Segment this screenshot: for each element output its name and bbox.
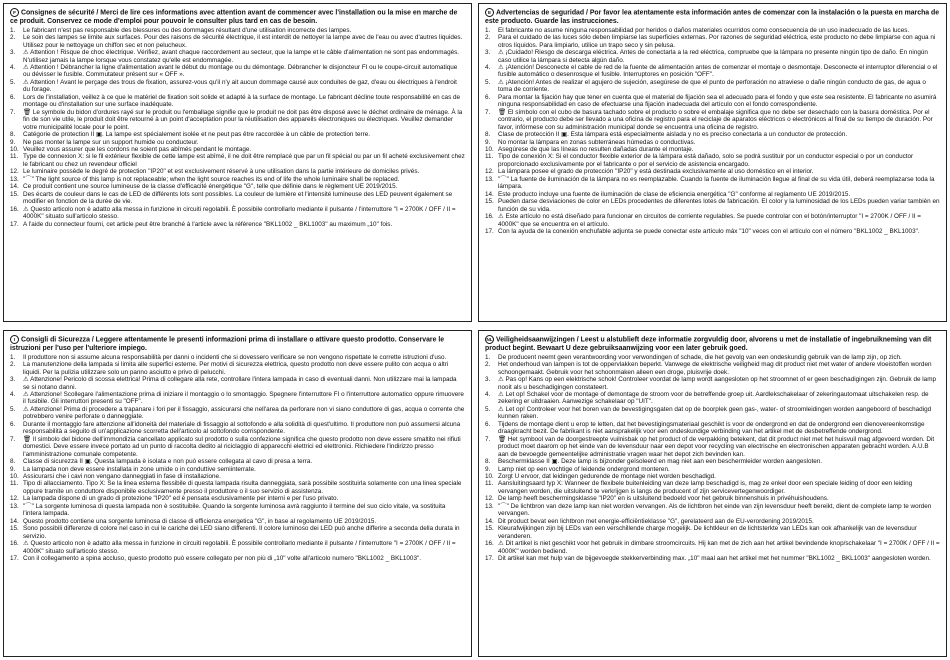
instruction-item: [10, 27, 465, 34]
item-text: ⚠ Attention ! Risque de choc électrique. Vérifiez, avant chaque raccordement au secteur, que la lampe et le câble d'alimentation ne sont pas endommagés. N'utilisez jamais la lampe lorsque vous constatez qu'elle est endommagée.: [23, 49, 460, 64]
instruction-item: [10, 168, 465, 175]
item-text: Este producto incluye una fuente de iluminación de clase de eficiencia energética "G" conforme al reglamento UE 2019/2015.: [498, 190, 851, 198]
instruction-item: [10, 473, 465, 480]
item-number: 13.: [10, 175, 19, 183]
item-text: Clase de protección II ▣. Esta lámpara está especialmente aislada y no es preciso conectarla a un conductor de protección.: [498, 131, 848, 139]
instruction-item: [10, 176, 465, 183]
item-number: 11.: [485, 480, 494, 488]
item-number: 14.: [485, 190, 494, 198]
item-text: Sono possibili differenze di colore nel caso in cui le cariche dei LED siano differenti. Il colore luminoso dei LED può anche differire a seconda della durata in servizio.: [23, 525, 460, 540]
instruction-item: [10, 555, 465, 562]
item-text: "⌒" The light source of this lamp is not replaceable; when the light source reaches its end of life the whole luminaire shall be replaced.: [23, 175, 400, 183]
item-number: 12.: [485, 495, 494, 503]
instruction-item: [10, 518, 465, 525]
instruction-item: [485, 466, 940, 473]
instruction-item: [485, 518, 940, 525]
item-text: 🗑 Le symbole du bidon d'ordures rayé sur le produit ou l'emballage signifie que le produit ne doit pas être disposé avec le déchet ordinaire de ménage. À la fin de son vie utile, le produit doit être retourné à un point d'acceptation pour la réutilisation des appareils électroniques ou électriques. Veuillez demander votre municipalité locale pour le point.: [23, 108, 463, 131]
item-text: No montar la lámpara en zonas subterráneas húmedas o conductivas.: [498, 138, 696, 146]
instruction-item: [485, 354, 940, 361]
language-badge-icon: E: [485, 8, 494, 17]
instruction-item: [485, 131, 940, 138]
item-number: 14.: [485, 517, 494, 525]
instruction-item: [10, 221, 465, 228]
safety-panel-french: [3, 3, 472, 322]
instruction-item: [10, 191, 465, 206]
instruction-item: [10, 421, 465, 436]
item-number: 9.: [485, 138, 491, 146]
item-number: 13.: [485, 502, 494, 510]
instruction-item: [10, 503, 465, 518]
item-text: ⚠ ¡Atención! Antes de realizar el agujero de sujeción, asegúrese de que el punto de perforación no atraviese o dañe ningún conducto de gas, de agua o toma de corriente.: [498, 78, 926, 94]
instruction-item: [485, 391, 940, 406]
instruction-item: [485, 406, 940, 421]
item-number: 8.: [10, 131, 16, 139]
instruction-item: [485, 168, 940, 175]
item-number: 17.: [485, 554, 494, 562]
item-text: ⚠ Pas op! Kans op een elektrische schok! Controleer voordat de lamp wordt aangesloten op het stroomnet of er geen beschadigingen zijn. Gebruik de lamp nooit als u beschadigingen constateert.: [498, 376, 937, 391]
item-text: ⚠ Attenzione! Scollegare l'alimentazione prima di iniziare il montaggio o lo smontaggio. Spegnere l'interruttore FI o l'interruttore automatico oppure rimuovere il fusibile. Gli interruttori presenti su "OFF".: [23, 391, 464, 406]
instruction-item: [10, 49, 465, 64]
instruction-item: [485, 495, 940, 502]
item-number: 12.: [485, 168, 494, 176]
instruction-item: [10, 361, 465, 376]
instruction-item: [10, 391, 465, 406]
instruction-item: [485, 436, 940, 458]
instruction-list: [485, 354, 940, 563]
item-number: 16.: [10, 205, 19, 213]
item-number: 6.: [10, 93, 16, 101]
panel-heading-text: Advertencias de seguridad / Por favor lea atentamente esta información antes de comenzar con la instalación o la puesta en marcha de este producto. Guarde las instrucciones.: [485, 9, 940, 25]
instruction-item: [485, 376, 940, 391]
instruction-item: [10, 139, 465, 146]
item-text: De producent neemt geen verantwoording voor verwondingen of schade, die het gevolg van een ondeskundig gebruik van de lamp zijn, op zich.: [498, 353, 902, 361]
item-text: Catégorie de protection II ▣. La lampe est spécialement isolée et ne peut pas être raccordée à un câble de protection terre.: [23, 131, 370, 139]
panel-heading-text: Consigli di Sicurezza / Leggere attentamente le presenti informazioni prima di installare o attivare questo prodotto. Conservare le istruzioni per l'uso per l'ulteriore impiego.: [10, 336, 445, 352]
item-number: 4.: [10, 391, 16, 398]
item-text: Para el cuidado de las luces sólo deben limpiarse las superficies externas. Por razones de seguridad eléctrica, este producto no debe limpiarse con agua ni otros líquidos. Para limpiarlo, utilice un trapo seco y sin pelusa.: [498, 34, 936, 49]
instruction-item: [485, 153, 940, 168]
instruction-item: [10, 206, 465, 221]
item-text: Le soin des lampes se limite aux surfaces. Pour des raisons de sécurité électrique, il est interdit de nettoyer la lampe avec de l'eau ou avec d'autres liquides. Utilisez pour le nettoyage un chiffon sec et non pelucheux.: [23, 34, 463, 49]
instruction-item: [10, 458, 465, 465]
item-number: 15.: [10, 190, 19, 198]
item-text: De lamp heeft beschermingsklasse "IP20" en is uitsluitend bedoeld voor het gebruik binnenshuis in privéhuishoudens.: [498, 495, 829, 503]
item-number: 12.: [10, 495, 19, 503]
instruction-item: [10, 525, 465, 540]
item-number: 7.: [10, 435, 16, 443]
item-text: Pueden darse desviaciones de color en LEDs procedentes de diferentes lotes de fabricación. El color y la luminosidad de los LEDs pueden variar también en función de su vida.: [498, 198, 940, 213]
instruction-item: [485, 49, 940, 64]
item-text: ⚠ ¡Atención! Desconecte el cable de red de la fuente de alimentación antes de comenzar el montaje o desmontaje. Desconecte el interruptor diferencial o el fusible automático o desenrosque el fusible. Interruptores en posición "OFF".: [498, 64, 938, 79]
instruction-item: [485, 213, 940, 228]
item-text: ⚠ Attention ! Débrancher la ligne d'alimentation avant le début du montage ou du démontage. Débrancher le disjoncteur FI ou le coupe-circuit automatique ou dévisser le fusible. Commutateur présent sur « OFF ».: [23, 64, 458, 79]
item-number: 14.: [10, 183, 19, 191]
item-text: Con il collegamento a spina accluso, questo prodotto può essere collegato per non più di „10" volte all'articolo numero "BKL1002 _ BKL1003".: [23, 554, 422, 562]
instruction-item: [485, 27, 940, 34]
instruction-item: [485, 473, 940, 480]
instruction-item: [485, 191, 940, 198]
item-number: 15.: [485, 198, 494, 206]
language-badge-icon: NL: [486, 337, 493, 342]
item-text: Assicurarsi che i cavi non vengano danneggiati in fase di installazione.: [23, 472, 221, 480]
item-text: Tijdens de montage dient u erop te letten, dat het bevestigingsmateriaal geschikt is voor de ondergrond en dat de ondergrond een dienovereenkomstige draagkracht bezit. De fabrikant is niet aansprakelijk voor een ondeskundige verbinding van het artikel met de desbetreffende ondergrond.: [498, 420, 925, 436]
item-text: Asegúrese de que las líneas no resulten dañadas durante el montaje.: [498, 145, 694, 153]
item-number: 8.: [10, 458, 16, 466]
panel-heading: [10, 8, 465, 26]
item-number: 2.: [10, 361, 16, 369]
language-badge-icon: F: [10, 8, 19, 17]
item-number: 12.: [10, 168, 19, 176]
item-text: Il produttore non si assume alcuna responsabilità per danni o incidenti che si dovessero verificare se non vengono rispettate le corrette istruzioni d'uso.: [23, 353, 447, 361]
item-text: Le luminaire possède le degré de protection "IP20" et est exclusivement réservé à une utilisation dans la partie intérieure de domiciles privés.: [23, 168, 420, 176]
item-text: Ne pas monter la lampe sur un support humide ou conducteur.: [23, 138, 199, 146]
item-text: A l'aide du connecteur fourni, cet article peut être branché à l'article avec la référence "BKL1002 _ BKL1003" au maximum „10" fois.: [23, 220, 393, 228]
item-text: Lors de l'installation, veillez à ce que le matériel de fixation soit solide et adapté à la surface de montage. Le fabricant décline toute responsabilité en cas de montage ou d'installation sur une surface inadéquate.: [23, 93, 461, 109]
instruction-item: [485, 458, 940, 465]
panel-heading: [485, 8, 940, 26]
item-text: Con la ayuda de la conexión enchufable adjunta se puede conectar este artículo máx "10" veces con el artículo con el número "BKL1002 _ BKL1003".: [498, 227, 920, 235]
item-number: 9.: [10, 465, 16, 473]
instruction-item: [485, 34, 940, 49]
item-number: 16.: [485, 540, 494, 548]
instruction-item: [485, 503, 940, 518]
item-text: El fabricante no asume ninguna responsabilidad por heridos o daños materiales ocurridos como consecuencia de un uso inadecuado de las luces.: [498, 26, 910, 34]
safety-panel-italian: [3, 330, 472, 657]
instruction-item: [485, 176, 940, 191]
item-number: 1.: [10, 353, 16, 361]
item-number: 5.: [485, 78, 491, 86]
instruction-item: [485, 146, 940, 153]
item-number: 5.: [10, 78, 16, 86]
item-number: 11.: [485, 153, 494, 161]
item-text: ⚠ ¡Cuidado! Riesgo de descarga eléctrica. Antes de conectarla a la red eléctrica, compruebe que la lámpara no presente ningún tipo de daño. En ningún caso utilice la lámpara si detecta algún daño.: [498, 49, 928, 64]
item-text: Dit artikel kan met hulp van de bijgevoegde stekkerverbinding max. „10" maal aan het artikel met het nummer "BKL1002 _ BKL1003" aangesloten worden.: [498, 554, 931, 562]
instruction-item: [10, 183, 465, 190]
item-number: 10.: [10, 472, 19, 480]
instruction-item: [485, 94, 940, 109]
panel-heading-text: Veiligheidsaanwijzingen / Leest u alstublieft deze informatie zorgvuldig door, alvorens u met de installatie of ingebruikneming van dit product begint. Bewaart U deze gebruiksaanwijzing voor een later gebruik goed.: [485, 336, 932, 352]
instruction-item: [485, 361, 940, 376]
item-text: "⌒" De lichtbron van deze lamp kan niet worden vervangen. Als de lichtbron het einde van zijn levensduur heeft bereikt, dient de complete lamp te worden vervangen.: [498, 502, 932, 518]
instruction-item: [10, 466, 465, 473]
item-text: ⚠ Dit artikel is niet geschikt voor het gebruik in dimbare stroomcircuits. Hij kan met de zich aan het artikel bevindende knop/schakelaar "I = 2700K / OFF / II = 4000K" worden bediend.: [498, 540, 940, 555]
instruction-item: [10, 495, 465, 502]
instruction-item: [10, 406, 465, 421]
item-number: 16.: [10, 540, 19, 548]
item-number: 2.: [10, 34, 16, 42]
instruction-item: [10, 376, 465, 391]
item-number: 9.: [10, 138, 16, 146]
item-text: Ce produit contient une source lumineuse de la classe d'efficacité énergétique "G", telle que définie dans le règlement UE 2019/2015.: [23, 183, 398, 191]
item-number: 9.: [485, 465, 491, 473]
item-text: 🗑 Het symbool van de doorgestreepte vuilnisbak op het product of de verpakking betekent, dat dit product niet met het huisvuil mag afgevoerd worden. Dit product moet daarom op het einde van de levensduur naar een depot voor recycling van electrische en electronischen apparaten gebracht worden. A.U.B aan de bevoegde gemeentelijke administratie vragen waar het depot zich bevinden kan.: [498, 435, 935, 458]
instruction-item: [485, 109, 940, 131]
instruction-item: [10, 146, 465, 153]
item-text: Durante il montaggio fare attenzione all'idoneità del materiale di fissaggio al sottofondo e alla solidità di quest'ultimo. Il produttore non può assumersi alcuna responsabilità a seguito di un'applicazione scorretta dell'articolo al sottofondo corrispondente.: [23, 420, 461, 436]
language-badge-icon: I: [10, 335, 19, 344]
item-number: 6.: [485, 420, 491, 428]
panel-heading-text: Consignes de sécurité / Merci de lire ces informations avec attention avant de commencer avec l'installation ou la mise en marche de ce produit. Conservez ce mode d'emploi pour pouvoir le consulter plus tard en cas de besoin.: [10, 9, 458, 25]
item-text: Classe di sicurezza II ▣. Questa lampada è isolata e non può essere collegata al cavo di presa a terra.: [23, 458, 313, 466]
item-text: Beschermklasse II ▣. Deze lamp is bijzonder geïsoleerd en mag niet aan een beschermleider worden aangesloten.: [498, 458, 823, 466]
instruction-list: [10, 354, 465, 563]
item-number: 1.: [10, 26, 16, 34]
item-text: ⚠ Let op! Schakel voor de montage of demontage de stroom voor de betreffende groep uit. Aardlekschakelaar of zekeringautomaat uitschakelen resp. de zekering er uitdraaien. Aanwezige schakelaar op "UIT".: [498, 391, 929, 406]
safety-panel-spanish: [478, 3, 947, 322]
item-number: 11.: [10, 480, 19, 488]
item-text: ⚠ Let op! Controleer voor het boren van de bevestigingsgaten dat op de boorplek geen gas-, water- of stroomleidingen worden aangeboord of beschadigd kunnen raken.: [498, 405, 932, 421]
item-text: Lamp niet op een vochtige of leidende ondergrond monteren.: [498, 465, 670, 473]
item-text: Tipo di allacciamento. Tipo X: Se la linea esterna flessibile di questa lampada risulta danneggiata, sarà possibile sostituirla solamente con una linea speciale oppure tramite un conduttore disponibile esclusivamente presso il produttore o il suo servizio di assistenza.: [23, 480, 462, 495]
item-number: 11.: [10, 153, 19, 161]
item-number: 10.: [10, 145, 19, 153]
item-text: La manutenzione della lampada si limita alle superfici esterne. Per motivi di sicurezza elettrica, questo prodotto non deve essere pulito con acqua o altri liquidi. Per la pulizia utilizzare solo un panno asciutto e privo di pelucchi.: [23, 361, 449, 376]
item-text: Veuillez vous assurer que les cordons ne soient pas abîmés pendant le montage.: [23, 145, 252, 153]
item-text: Des écarts de couleur dans le cas de LED de différents lots sont possibles. La couleur de lumière et l'intensité lumineuse des LED peuvent également se modifier en fonction de la durée de vie.: [23, 190, 453, 206]
instruction-item: [10, 34, 465, 49]
item-number: 1.: [485, 26, 491, 34]
item-text: "⌒" La sorgente luminosa di questa lampada non è sostituibile. Quando la sorgente luminosa avrà raggiunto il termine del suo ciclo vitale, va sostituita l'intera lampada.: [23, 502, 446, 518]
item-number: 3.: [485, 376, 491, 384]
item-number: 7.: [485, 108, 491, 116]
instruction-item: [485, 480, 940, 495]
item-text: 🗑 Il simbolo del bidone dell'immondizia cancellato applicato sul prodotto o sulla confezione significa che questo prodotto non deve essere smaltito nei rifiuti domestici. Deve essere invece portato ad un punto di raccolta dedito al riciclaggio di apparecchi elettrici ed elettronici. Richiedere l'indirizzo presso l'amministrazione comunale competente.: [23, 435, 461, 458]
item-text: La lampada non deve essere installata in zone umide o in conduttive semiinterrate.: [23, 465, 256, 473]
item-number: 14.: [10, 517, 19, 525]
item-number: 3.: [485, 49, 491, 57]
item-number: 13.: [10, 502, 19, 510]
instruction-item: [10, 153, 465, 168]
item-text: 🗑 El símbolo con el cubo de basura tachado sobre el producto o sobre el embalaje significa que no debe ser desechado con la basura doméstica. Por el contrario, el producto debe ser llevado a una oficina de registro para el reciclaje de aparatos eléctricos o electrónicos al final de su tiempo de duración. Por favor, infórmese con su administración municipal donde se encuentra una oficina de registro.: [498, 108, 933, 131]
panel-heading: [10, 335, 465, 353]
panel-heading: [485, 335, 940, 353]
instruction-item: [485, 228, 940, 235]
item-number: 13.: [485, 175, 494, 183]
item-number: 4.: [10, 64, 16, 71]
item-text: Het onderhoud van lampen is tot de oppervlakken beperkt. Vanwege de elektrische veiligheid mag dit product niet met water of andere vloeistoffen worden schoongemaakt. Gebruik voor het schoonmaken alleen een droge, pluisvrije doek.: [498, 361, 932, 376]
item-number: 17.: [10, 220, 19, 228]
item-number: 3.: [10, 49, 16, 57]
item-number: 5.: [10, 405, 16, 413]
item-number: 8.: [485, 131, 491, 139]
item-text: ⚠ Attention ! Avant le perçage des trous de fixation, assurez-vous qu'il n'y ait aucun dommage causé aux conduites de gaz, d'eau ou électriques à l'endroit du forage.: [23, 78, 457, 94]
item-text: Aansluitingsaard typ X: Wanneer de flexibele buitenleiding van deze lamp beschadigd is, mag ze enkel door een speciale leiding of door een leiding vervangen worden, die uitsluitend te verkrijgen is langs de producent of zijn servicevertegenwoordiger.: [498, 480, 913, 495]
instruction-item: [10, 64, 465, 79]
instruction-item: [10, 94, 465, 109]
item-number: 2.: [485, 34, 491, 42]
instruction-item: [485, 139, 940, 146]
item-text: Dit product bevat een lichtbron met energie-efficiëntieklasse "G", gerelateerd aan de EU-verordening 2019/2015.: [498, 517, 814, 525]
instruction-item: [10, 436, 465, 458]
item-number: 4.: [485, 64, 491, 71]
instruction-item: [10, 109, 465, 131]
item-text: Zorgt U ervoor, dat leidingen gedurende de montage niet worden beschadigd.: [498, 472, 716, 480]
instruction-item: [485, 64, 940, 79]
item-number: 6.: [10, 420, 16, 428]
item-number: 17.: [10, 554, 19, 562]
item-text: Le fabricant n'est pas responsable des blessures ou des dommages résultant d'une utilisation incorrecte des lampes.: [23, 26, 352, 34]
item-text: ⚠ Attenzione! Pericolo di scossa elettrica! Prima di collegare alla rete, controllare l'intera lampada in caso di eventuali danni. Non utilizzare mai la lampada se si notano danni.: [23, 376, 457, 391]
item-number: 5.: [485, 405, 491, 413]
instruction-item: [485, 421, 940, 436]
item-text: Tipo de conexión X: Si el conductor flexible exterior de la lámpara está dañado, solo se podrá sustituir por un conductor especial o por un conductor proporcionado exclusivamente por el fabricante o por el servicio de asistencia encargado.: [498, 153, 914, 168]
item-number: 8.: [485, 458, 491, 466]
item-text: ⚠ Questo articolo non è adatto alla messa in funzione in circuiti regolabili. È possibile controllarlo mediante il pulsante / l'interruttore "I = 2700K / OFF / II = 4000K" situato sull'articolo stesso.: [23, 540, 456, 555]
instruction-item: [485, 198, 940, 213]
item-number: 7.: [10, 108, 16, 116]
item-text: ⚠ Questo articolo non è adatto alla messa in funzione in circuiti regolabili. È possibile controllarlo mediante il pulsante / l'interruttore "I = 2700K / OFF / II = 4000K" situato sull'articolo stesso.: [23, 205, 456, 221]
instruction-item: [485, 79, 940, 94]
instruction-item: [10, 131, 465, 138]
item-number: 16.: [485, 213, 494, 221]
item-number: 6.: [485, 93, 491, 101]
instruction-item: [485, 525, 940, 540]
instruction-list: [485, 27, 940, 236]
item-text: ⚠ Attenzione! Prima di procedere a trapanare i fori per il fissaggio, assicurarsi che nell'area da perforare non vi siano conduttore di gas, acqua o corrente che potrebbero venire perforate o danneggiate.: [23, 405, 465, 421]
item-text: ⚠ Este artículo no está diseñado para funcionar en circuitos de corriente regulables. Se puede controlar con el botón/interruptor "I = 2700K / OFF / II = 4000K" que se encuentra en el artículo.: [498, 213, 921, 228]
item-text: Para montar la fijación hay que tener en cuenta que el material de fijación sea el adecuado para el fondo y que este sea resistente. El fabricante no asumirá ninguna responsabilidad en caso de efectuarse una fijación inadecuada del artículo con el fondo correspondiente.: [498, 93, 937, 109]
instruction-item: [10, 480, 465, 495]
item-text: La lámpara posee el grado de protección "IP20" y está destinada exclusivamente al uso doméstico en el interior.: [498, 168, 814, 176]
instruction-item: [485, 555, 940, 562]
item-number: 10.: [485, 145, 494, 153]
item-number: 17.: [485, 227, 494, 235]
instruction-item: [10, 79, 465, 94]
item-text: Type de connexion X: si le fil extérieur flexible de cette lampe est abîmé, il ne doit être remplacé que par un fil spécial ou par un fil acheté exclusivement chez le fabricant ou chez un revendeur officiel: [23, 153, 465, 168]
item-number: 7.: [485, 435, 491, 443]
item-text: Questo prodotto contiene una sorgente luminosa di classe di efficienza energetica "G", in base al regolamento UE 2019/2015.: [23, 517, 377, 525]
item-number: 1.: [485, 353, 491, 361]
instruction-list: [10, 27, 465, 228]
item-text: Kleurafwijkingen zijn bij LEDs van een verschillende charge mogelijk. De lichtkleur en de lichtsterkte van LEDs kan ook afhankelijk van de levensduur veranderen.: [498, 525, 917, 540]
item-text: La lampada dispone di un grado di protezione "IP20" ed è pensata esclusivamente per interni e per l'uso privato.: [23, 495, 339, 503]
item-number: 15.: [485, 525, 494, 533]
item-number: 15.: [10, 525, 19, 533]
instruction-item: [10, 354, 465, 361]
item-number: 4.: [485, 391, 491, 398]
instruction-item: [10, 540, 465, 555]
item-number: 2.: [485, 361, 491, 369]
safety-panel-dutch: [478, 330, 947, 657]
item-text: "⌒" La fuente de iluminación de la lámpara no es reemplazable. Cuando la fuente de iluminación llegue al final de su vida útil, deberá reemplazarse toda la lámpara.: [498, 175, 935, 191]
item-number: 3.: [10, 376, 16, 384]
instruction-item: [485, 540, 940, 555]
item-number: 10.: [485, 472, 494, 480]
